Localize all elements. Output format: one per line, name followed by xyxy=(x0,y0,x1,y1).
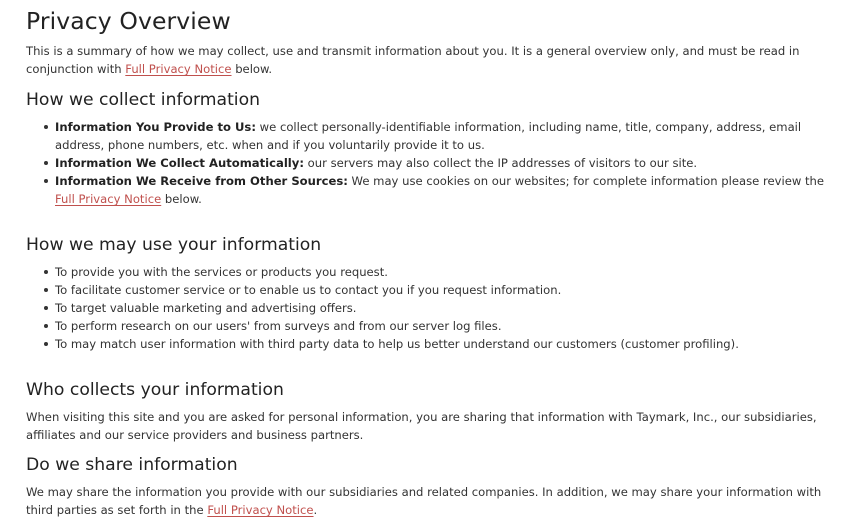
full-privacy-notice-link[interactable]: Full Privacy Notice xyxy=(207,503,314,517)
share-text: We may share the information you provide with our subsidiaries and related companies. In addition, we may share your information with third parties as set forth in the xyxy=(26,485,822,517)
full-privacy-notice-link[interactable]: Full Privacy Notice xyxy=(55,192,162,206)
list-item: To facilitate customer service or to enable us to contact you if you request information. xyxy=(26,281,838,299)
list-item-text: our servers may also collect the IP addresses of visitors to our site. xyxy=(303,156,698,170)
list-item: To may match user information with third party data to help us better understand our customers (customer profiling). xyxy=(26,335,838,353)
who-paragraph: When visiting this site and you are asked for personal information, you are sharing that information with Taymark, Inc., our subsidiaries, affiliates and our service providers and business partners. xyxy=(26,410,817,442)
intro-paragraph xyxy=(26,42,838,78)
who-heading: Who collects your information xyxy=(26,380,284,400)
collect-heading: How we collect information xyxy=(26,90,260,110)
share-paragraph xyxy=(26,483,838,519)
list-item xyxy=(26,118,838,154)
full-privacy-notice-link[interactable]: Full Privacy Notice xyxy=(125,62,232,76)
use-heading: How we may use your information xyxy=(26,235,322,255)
share-heading: Do we share information xyxy=(26,455,238,475)
list-item: To provide you with the services or products you request. xyxy=(26,263,838,281)
list-item-label: Information You Provide to Us: xyxy=(55,120,256,134)
list-item-label: Information We Collect Automatically: xyxy=(55,156,304,170)
intro-text-after: below. xyxy=(231,62,273,76)
list-item-label: Information We Receive from Other Sources: xyxy=(55,174,348,188)
page-title: Privacy Overview xyxy=(26,7,231,35)
list-item xyxy=(26,154,838,172)
list-item xyxy=(26,172,838,208)
list-item-text: We may use cookies on our websites; for complete information please review the xyxy=(347,174,825,188)
list-item-text: we collect personally-identifiable information, including name, title, company, address, email address, phone numbers, etc. when and if you voluntarily provide it to us. xyxy=(55,120,802,152)
collect-list xyxy=(26,118,838,208)
intro-text: This is a summary of how we may collect, use and transmit information about you. It is a general overview only, and must be read in conjunction with xyxy=(26,44,800,76)
share-text-after: . xyxy=(313,503,318,517)
list-item-text-after: below. xyxy=(161,192,202,206)
list-item: To target valuable marketing and advertising offers. xyxy=(26,299,838,317)
list-item: To perform research on our users' from surveys and from our server log files. xyxy=(26,317,838,335)
use-list xyxy=(26,263,838,353)
